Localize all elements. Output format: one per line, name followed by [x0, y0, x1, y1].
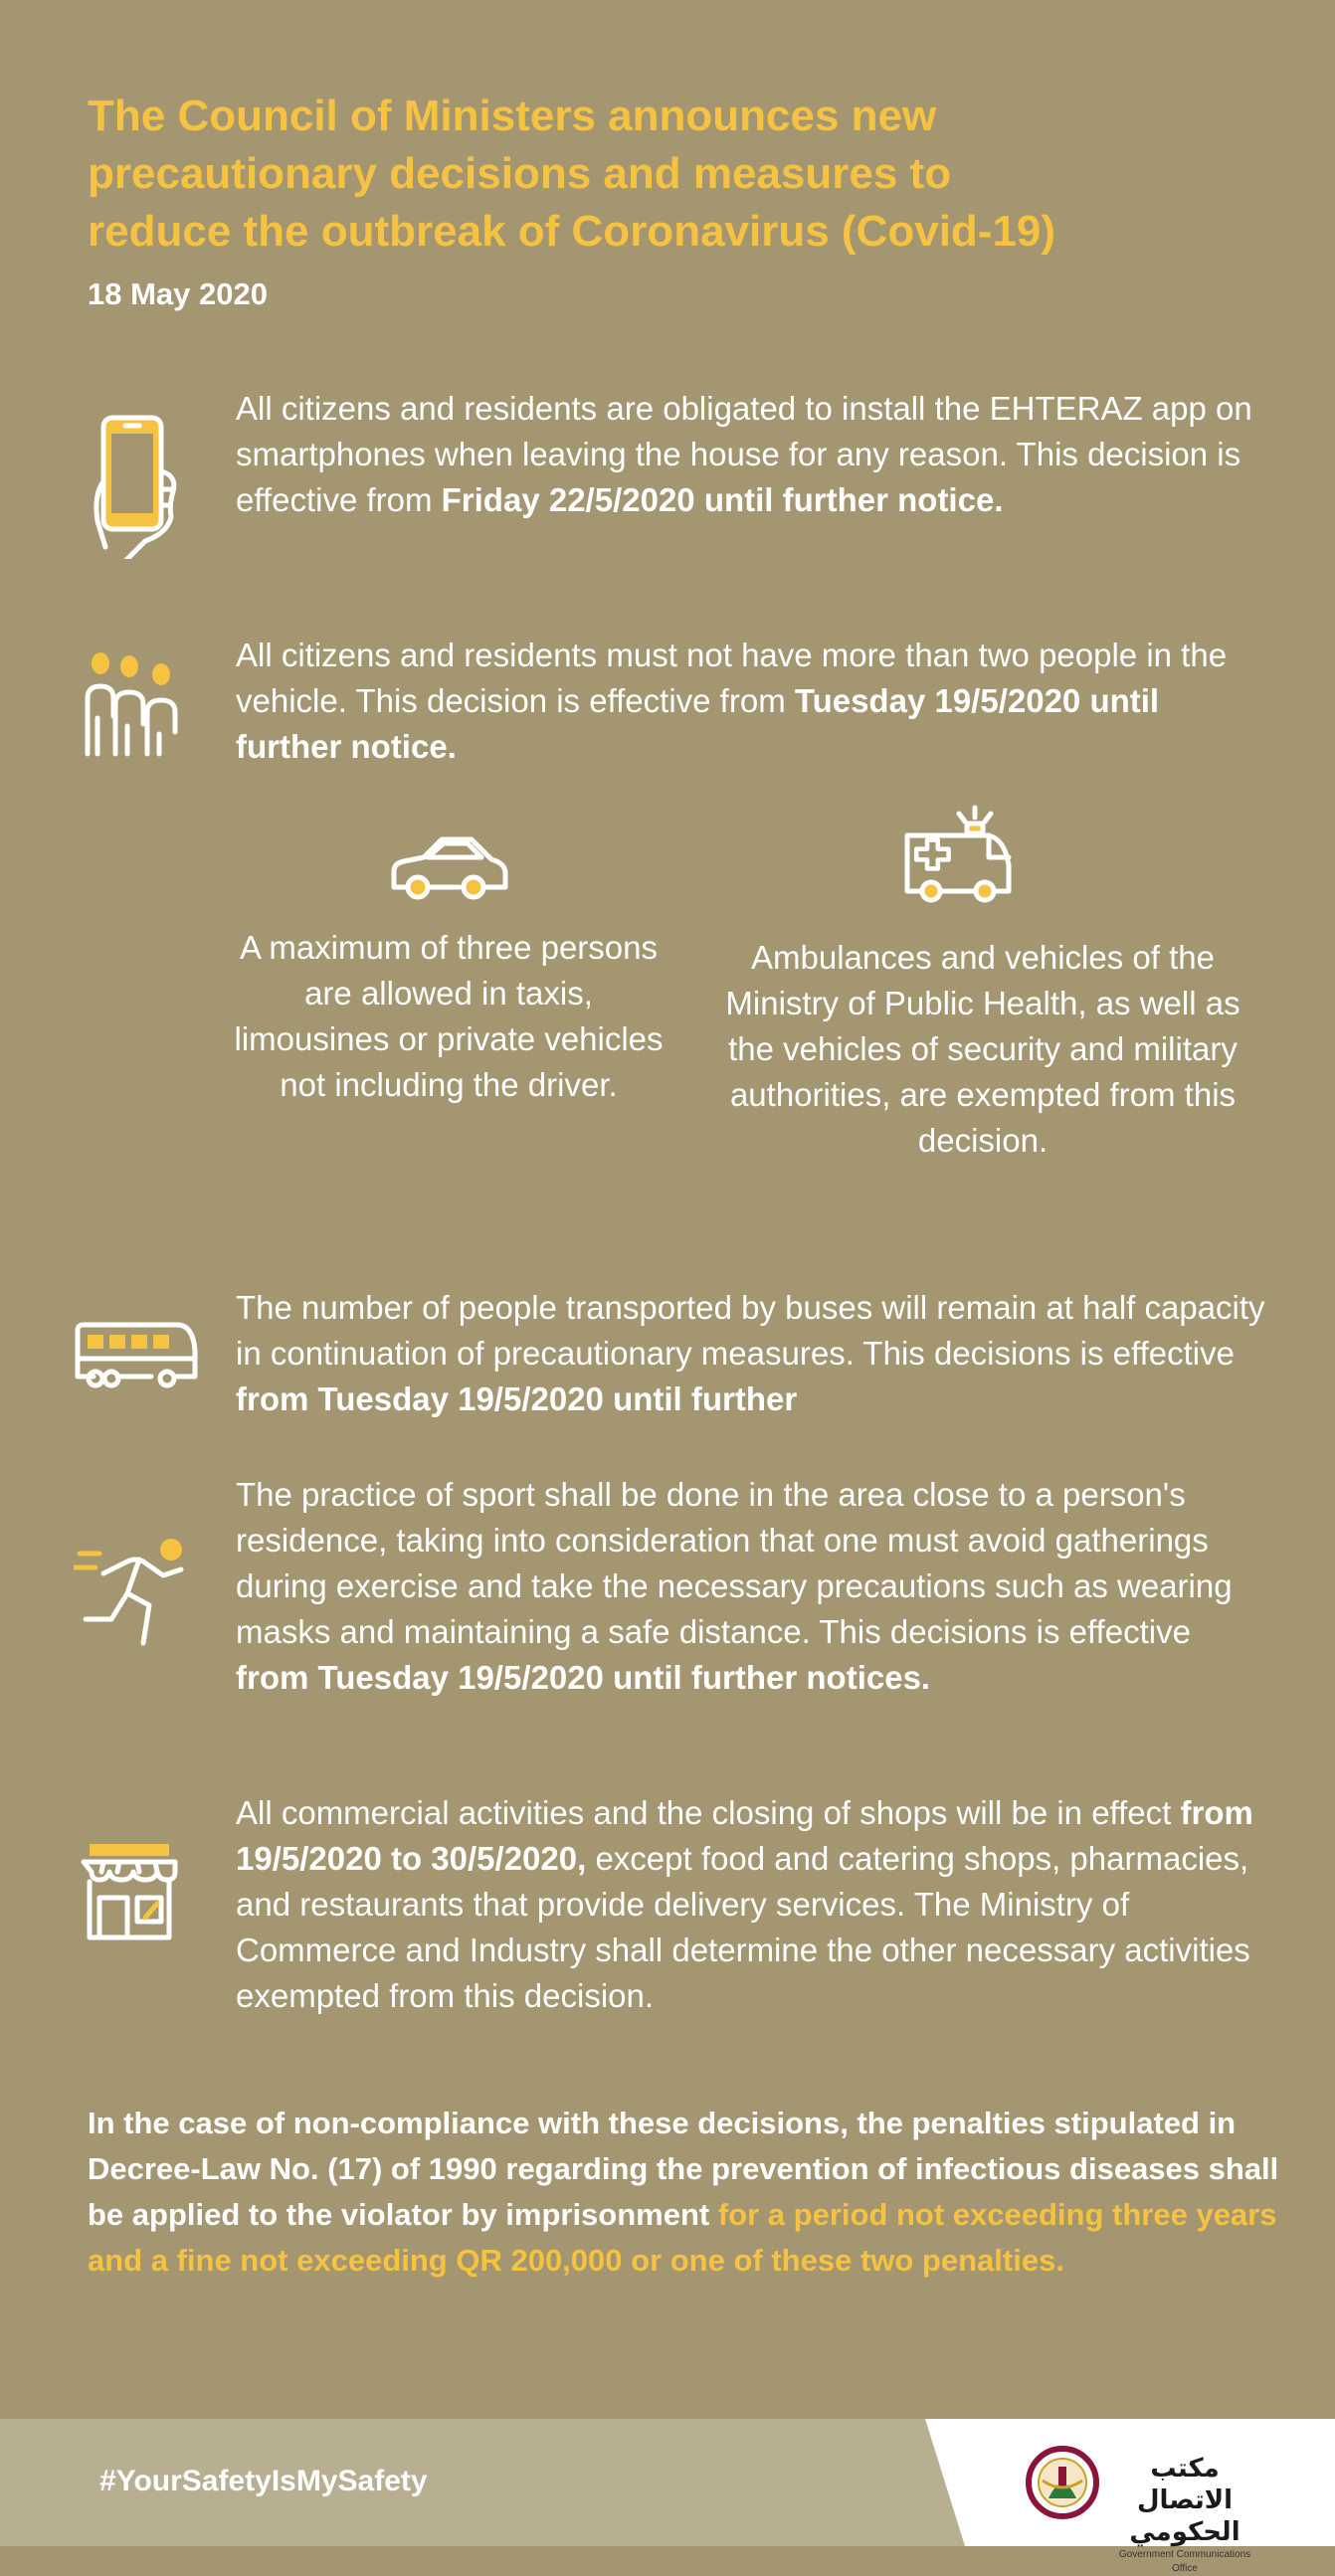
office-name-english: Government Communications Office	[1118, 2549, 1251, 2574]
item-bold-date: Friday 22/5/2020 until further notice.	[441, 481, 1004, 518]
page-title	[88, 88, 1261, 261]
item-sport	[236, 1472, 1270, 1701]
penalty-highlight: for a period not exceeding three years and a fine not exceeding QR 200,000 or one of these two penalties.	[88, 2197, 1277, 2278]
title-line: The Council of Ministers announces new	[88, 92, 937, 140]
item-text: The number of people transported by buses will remain at half capacity in continuation of precautionary measures. This decisions is effective	[236, 1289, 1265, 1372]
bus-icon	[74, 1321, 199, 1390]
government-communications-office-logo	[1110, 2453, 1259, 2576]
item-buses	[236, 1285, 1270, 1422]
ambulance-icon	[901, 804, 1019, 905]
item-text: All citizens and residents must not have more than two people in the vehicle. This decision is effective from	[236, 637, 1228, 719]
item-taxis: A maximum of three persons are allowed in taxis, limousines or private vehicles not including the driver.	[234, 929, 664, 1103]
item-bold-date: from Tuesday 19/5/2020 until further	[236, 1380, 798, 1417]
hashtag: #YourSafetyIsMySafety	[99, 2465, 428, 2497]
office-name-arabic: مكتب الاتصال الحكومي	[1129, 2454, 1240, 2547]
title-line: reduce the outbreak of Coronavirus (Covid-19)	[88, 207, 1056, 256]
car-icon	[384, 833, 513, 903]
item-text: All commercial activities and the closing of shops will be in effect	[236, 1794, 1181, 1831]
item-bold-date: from Tuesday 19/5/2020 until further notices.	[236, 1659, 931, 1696]
item-text: The practice of sport shall be done in the area close to a person's residence, taking into consideration that one must avoid gatherings during exercise and take the necessary precautions such as wearing masks and maintaining a safe distance. This decisions is effective	[236, 1476, 1233, 1650]
penalty-notice	[88, 2101, 1281, 2284]
item-ambulances: Ambulances and vehicles of the Ministry of Public Health, as well as the vehicles of security and military authorities, are exempted from this decision.	[725, 939, 1240, 1159]
item-bold-date: from 19/5/2020 to 30/5/2020,	[236, 1794, 1253, 1877]
title-line: precautionary decisions and measures to	[88, 149, 952, 198]
smartphone-hand-icon	[88, 410, 183, 559]
item-text: except food and catering shops, pharmacies, and restaurants that provide delivery services. The Ministry of Commerce and Industry shall determine the other necessary activities exempted from this decision.	[236, 1840, 1250, 2014]
people-group-icon	[76, 646, 187, 758]
item-bold-date: Tuesday 19/5/2020 until further notice.	[236, 682, 1160, 765]
item-vehicle	[236, 633, 1270, 770]
penalty-text: In the case of non-compliance with these decisions, the penalties stipulated in Decree-Law No. (17) of 1990 regarding the prevention of infectious diseases shall be applied to the violator by imprisonment	[88, 2106, 1279, 2232]
shop-icon	[80, 1842, 179, 1941]
item-ehteraz	[236, 386, 1270, 523]
runner-icon	[74, 1530, 189, 1649]
item-shops	[236, 1790, 1270, 2019]
state-emblem-icon	[1025, 2441, 1100, 2531]
item-text: All citizens and residents are obligated to install the EHTERAZ app on smartphones when leaving the house for any reason. This decision is effective from	[236, 390, 1252, 518]
date: 18 May 2020	[88, 276, 268, 311]
